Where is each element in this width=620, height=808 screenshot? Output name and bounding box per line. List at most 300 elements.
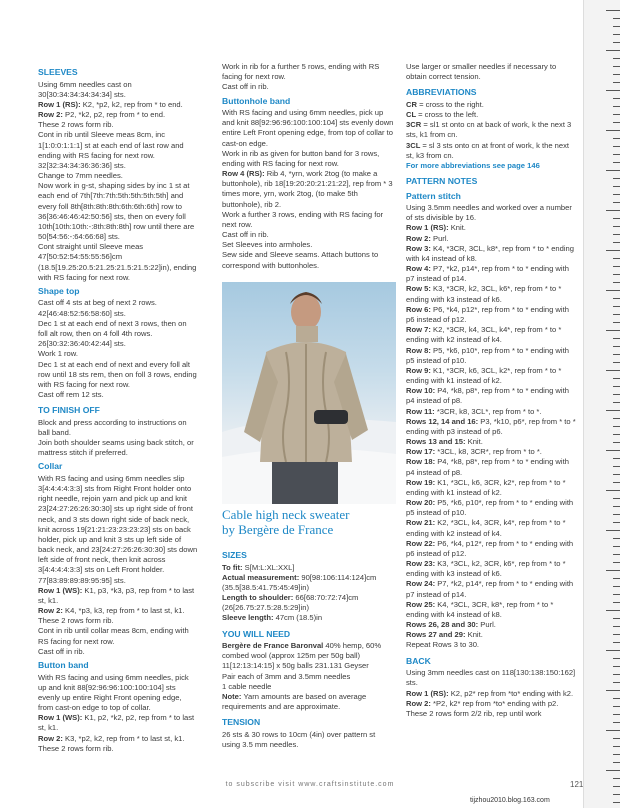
paragraph	[406, 620, 578, 630]
paragraph	[38, 474, 198, 586]
row-label: Length to shoulder:	[222, 593, 296, 603]
paragraph-text: Set Sleeves into armholes.	[222, 240, 313, 250]
paragraph	[406, 668, 578, 688]
ruler-tick	[613, 466, 620, 467]
paragraph-text: P5, *k6, p10*, rep from * to * ending with p5 instead of p10.	[406, 345, 569, 365]
paragraph-text: P7, *k2, p14*, rep from * to * ending with p7 instead of p14.	[406, 264, 569, 284]
row-label: Bergère de France Baronval	[222, 641, 326, 651]
ruler-tick	[613, 258, 620, 259]
paragraph-text: These 2 rows form rib.	[38, 743, 114, 753]
paragraph	[38, 110, 198, 120]
ruler-tick	[613, 746, 620, 747]
paragraph	[406, 223, 578, 233]
ruler-tick	[613, 594, 620, 595]
ruler-tick	[613, 602, 620, 603]
ruler-tick	[606, 690, 620, 691]
paragraph-text: Cont straight until Sleeve meas 47[50:52:54:55:55:56]cm (18.5[19.25:20.5:21.25:21.5:21.5:22]in), ending with RS facing for next row.	[38, 242, 197, 282]
paragraph	[38, 418, 198, 438]
ruler-tick	[613, 378, 620, 379]
paragraph	[406, 120, 578, 140]
paragraph	[38, 713, 198, 733]
ruler-tick	[613, 586, 620, 587]
ruler-tick	[613, 538, 620, 539]
page-number: 121	[570, 780, 584, 789]
photo-caption	[222, 508, 396, 538]
paragraph	[406, 234, 578, 244]
row-label: Row 4:	[406, 264, 434, 274]
paragraph-text: These 2 rows form 2/2 rib, rep until work	[406, 708, 542, 718]
row-label: Row 18:	[406, 457, 438, 467]
paragraph-text: *P2, k2* rep from *to* ending with p2.	[433, 698, 559, 708]
paragraph-text: K4, *3CL, 3CR, k8*, rep from * to * ending with k4 instead of k8.	[406, 599, 554, 619]
row-label: Row 1 (RS):	[406, 688, 451, 698]
paragraph-text: 1 cable needle	[222, 681, 272, 691]
paragraph-text: These 2 rows form rib.	[38, 120, 114, 130]
paragraph-text: K1, *3CR, k6, 3CL, k2*, rep from * to * ending with k1 instead of k2.	[406, 365, 562, 386]
paragraph	[38, 100, 198, 110]
paragraph	[406, 264, 578, 284]
paragraph	[406, 305, 578, 325]
row-label: Row 1 (RS):	[406, 223, 451, 233]
ruler-tick	[613, 514, 620, 515]
paragraph-text: Cast off 4 sts at beg of next 2 rows. 42[46:48:52:56:58:60] sts.	[38, 298, 157, 318]
paragraph	[222, 730, 394, 750]
paragraph	[222, 210, 394, 230]
paragraph-text: Using 3.5mm needles and worked over a number of sts divisible by 16.	[406, 203, 572, 223]
ruler-tick	[606, 370, 620, 371]
section-heading: SIZES	[222, 550, 247, 560]
paragraph	[222, 593, 394, 613]
row-label: Row 1 (WS):	[38, 713, 85, 723]
paragraph-text: K2, *p2, k2, rep from * to end.	[82, 99, 183, 109]
paragraph-text: Using 3mm needles cast on 118[130:138:150:162] sts.	[406, 668, 576, 688]
paragraph	[406, 437, 578, 447]
ruler-tick	[613, 74, 620, 75]
ruler-tick	[613, 666, 620, 667]
ruler-tick	[613, 738, 620, 739]
paragraph-text: Cont in rib until Sleeve meas 8cm, inc 1[1:0:0:1:1:1] st at each end of last row and ending with RS facing for next row. 32[32:34:34:36:36:36] sts.	[38, 130, 184, 170]
paragraph-text: With RS facing and using 6mm needles slip 3[4:4:4:4:3:3] sts from Right Front holder onto right needle, rejoin yarn and pick up and knit 23[24:27:26:26:30:30] sts up right side of front neck, and 3 sts down right side of back neck, knit across 19[21:21:23:23:23:23] sts on back holder, pick up and knit 3 sts up left side of back neck, and 23[24:27:26:26:30:30] sts down left side of front neck, then knit across 3[4:4:4:4:3:3] sts on Left Front holder. 77[83:89:89:89:95:95] sts.	[38, 473, 198, 585]
ruler-tick	[606, 730, 620, 731]
ruler-tick	[613, 658, 620, 659]
measuring-ruler	[583, 0, 620, 808]
ruler-tick	[613, 458, 620, 459]
paragraph-text: With RS facing and using 6mm needles, pick up and knit 88[92:96:96:100:100:104] sts evenly up entire Right Front opening edge, from cast-on edge to top of collar.	[38, 672, 189, 713]
paragraph	[38, 647, 198, 657]
paragraph	[222, 240, 394, 250]
ruler-tick	[613, 138, 620, 139]
paragraph	[406, 417, 578, 437]
ruler-tick	[613, 546, 620, 547]
ruler-tick	[613, 154, 620, 155]
paragraph-text: K3, *3CR, k2, 3CL, k6*, rep from * to * ending with k3 instead of k6.	[406, 284, 562, 304]
row-label: 3CR	[406, 120, 424, 130]
paragraph	[406, 447, 578, 457]
ruler-tick	[613, 242, 620, 243]
paragraph	[406, 600, 578, 620]
row-label: Row 24:	[406, 579, 438, 589]
ruler-tick	[613, 482, 620, 483]
ruler-tick	[613, 298, 620, 299]
column-1	[38, 62, 198, 754]
ruler-tick	[613, 562, 620, 563]
row-label: Row 4 (RS):	[222, 169, 267, 179]
paragraph-text: 90[98:106:114:124]cm (35.5[38.5:41.75:45:49]in)	[222, 572, 377, 592]
ruler-tick	[613, 722, 620, 723]
ruler-tick	[613, 338, 620, 339]
paragraph	[406, 709, 578, 719]
ruler-tick	[613, 762, 620, 763]
paragraph-text: K4, *p3, k3, rep from * to last st, k1.	[65, 606, 185, 616]
section-heading: Button band	[38, 660, 89, 670]
row-label: Sleeve length:	[222, 613, 276, 623]
ruler-tick	[613, 42, 620, 43]
ruler-tick	[613, 706, 620, 707]
paragraph	[406, 559, 578, 579]
paragraph	[38, 626, 198, 646]
paragraph	[38, 242, 198, 283]
paragraph-text: Work in rib as given for button band for 3 rows, ending with RS facing for next row.	[222, 148, 380, 168]
paragraph-text: Repeat Rows 3 to 30.	[406, 640, 480, 650]
ruler-tick	[606, 570, 620, 571]
row-label: Row 2:	[38, 110, 66, 120]
paragraph-text: Cont in rib until collar meas 8cm, ending with RS facing for next row.	[38, 626, 189, 646]
row-label: Row 2:	[38, 733, 66, 743]
paragraph-text: S[M:L:XL:XXL]	[244, 562, 295, 572]
section-heading: Collar	[38, 461, 63, 472]
ruler-tick	[606, 450, 620, 451]
paragraph	[222, 82, 394, 92]
section-heading: BACK	[406, 655, 431, 666]
paragraph-text: Join both shoulder seams using back stitch, or mattress stitch if preferred.	[38, 438, 194, 458]
paragraph-text: 47cm (18.5)in	[275, 613, 323, 623]
row-label: Row 3:	[406, 243, 434, 253]
column-3	[406, 62, 578, 719]
row-label: Row 2:	[406, 233, 434, 243]
row-label: Rows 12, 14 and 16:	[406, 416, 481, 426]
ruler-tick	[613, 98, 620, 99]
paragraph-text: K1, p2, *k2, p2, rep from * to last st, k1.	[38, 713, 195, 733]
paragraph	[406, 630, 578, 640]
row-label: Actual measurement:	[222, 572, 302, 582]
paragraph-text: P3, *k10, p6*, rep from * to * ending with p3 instead of p6.	[406, 416, 576, 436]
ruler-tick	[613, 274, 620, 275]
ruler-tick	[613, 618, 620, 619]
ruler-tick	[613, 346, 620, 347]
ruler-tick	[613, 194, 620, 195]
ruler-tick	[613, 802, 620, 803]
paragraph-text: P2, *k2, p2, rep from * to end.	[65, 110, 166, 120]
row-label: Row 22:	[406, 538, 438, 548]
watermark-credit: tijzhou2010.blog.163.com	[470, 797, 550, 804]
paragraph	[406, 579, 578, 599]
row-label: Row 1 (WS):	[38, 585, 85, 595]
ruler-tick	[613, 418, 620, 419]
paragraph-text: Yarn amounts are based on average requirements and are approximate.	[222, 691, 367, 712]
paragraph	[222, 641, 394, 672]
section-heading: Buttonhole band	[222, 95, 291, 106]
ruler-tick	[606, 170, 620, 171]
ruler-tick	[606, 410, 620, 411]
ruler-tick	[613, 442, 620, 443]
paragraph-text: 40% hemp, 60% combed wool (approx 125m per 50g ball) 11[12:13:14:15] x 50g balls 231.131 Geyser	[222, 641, 382, 671]
paragraph	[38, 744, 198, 754]
section-heading: SLEEVES	[38, 67, 78, 77]
paragraph-text: 66[68:70:72:74]cm (26[26.75:27.5:28.5:29]in)	[222, 593, 359, 613]
paragraph	[406, 110, 578, 120]
paragraph-text: Knit.	[467, 630, 483, 640]
paragraph-text: = cross to the right.	[419, 99, 484, 109]
row-label: Row 7:	[406, 325, 434, 335]
paragraph	[406, 498, 578, 518]
ruler-tick	[606, 650, 620, 651]
section-heading: ABBREVIATIONS	[406, 87, 477, 98]
paragraph	[222, 250, 394, 270]
row-label: CR	[406, 99, 420, 109]
row-label: To fit:	[222, 562, 245, 572]
paragraph	[222, 62, 394, 82]
section-heading: YOU WILL NEED	[222, 628, 291, 639]
paragraph	[38, 438, 198, 458]
paragraph-text: *3CL, k8, 3CR*, rep from * to *.	[437, 447, 542, 457]
ruler-tick	[606, 210, 620, 211]
row-label: Row 17:	[406, 447, 438, 457]
ruler-tick	[613, 498, 620, 499]
footer-subscribe: to subscribe visit www.craftsinstitute.com	[225, 781, 395, 788]
paragraph	[406, 100, 578, 110]
paragraph-text: Purl.	[433, 233, 449, 243]
paragraph-text: K2, *3CL, k4, 3CR, k4*, rep from * to * ending with k2 instead of k4.	[406, 518, 566, 538]
paragraph	[406, 141, 578, 161]
ruler-tick	[613, 362, 620, 363]
paragraph	[38, 80, 198, 100]
row-label: Row 21:	[406, 518, 438, 528]
ruler-tick	[613, 474, 620, 475]
ruler-tick	[613, 626, 620, 627]
paragraph	[38, 120, 198, 130]
ruler-tick	[606, 50, 620, 51]
paragraph-text: Work a further 3 rows, ending with RS facing for next row.	[222, 209, 384, 229]
paragraph-text: = cross to the left.	[418, 110, 479, 120]
ruler-tick	[613, 114, 620, 115]
ruler-tick	[613, 402, 620, 403]
ruler-tick	[613, 26, 620, 27]
caption-designer: by Bergère de France	[222, 521, 334, 537]
paragraph	[222, 230, 394, 240]
ruler-tick	[613, 794, 620, 795]
model-photo	[222, 282, 396, 504]
section-heading: TO FINISH OFF	[38, 405, 100, 416]
ruler-tick	[606, 290, 620, 291]
row-label: Row 8:	[406, 345, 434, 355]
paragraph	[406, 244, 578, 264]
ruler-tick	[613, 354, 620, 355]
paragraph-text: P6, *k4, p12*, rep from * to * ending with p6 instead of p12.	[406, 304, 569, 324]
paragraph	[222, 169, 394, 210]
paragraph-text: These 2 rows form rib.	[38, 616, 114, 626]
ruler-tick	[613, 506, 620, 507]
paragraph-text: 26 sts & 30 rows to 10cm (4in) over pattern st using 3.5 mm needles.	[222, 729, 376, 749]
row-label: Row 20:	[406, 498, 438, 508]
paragraph	[38, 319, 198, 350]
ruler-tick	[613, 146, 620, 147]
paragraph	[406, 478, 578, 498]
paragraph	[222, 563, 394, 573]
paragraph	[406, 457, 578, 477]
ruler-tick	[613, 178, 620, 179]
paragraph-text: Work in rib for a further 5 rows, ending with RS facing for next row.	[222, 62, 380, 82]
ruler-tick	[613, 218, 620, 219]
paragraph-text: Cast off in rib.	[222, 230, 269, 240]
paragraph-text: P5, *k6, p10*, rep from * to * ending with p5 instead of p10.	[406, 498, 574, 518]
ruler-tick	[613, 714, 620, 715]
paragraph-text: P4, *k8, p8*, rep from * to * ending with p4 instead of p8.	[406, 386, 569, 406]
ruler-tick	[613, 434, 620, 435]
ruler-tick	[606, 770, 620, 771]
paragraph-text: Dec 1 st at each end of next 3 rows, then on foll alt row, then on 4 foll 4th rows. 26[30:32:36:40:42:44] sts.	[38, 318, 187, 349]
row-label: Row 2:	[38, 606, 66, 616]
ruler-tick	[613, 18, 620, 19]
row-label: Rows 26, 28 and 30:	[406, 620, 481, 630]
row-label: Rows 27 and 29:	[406, 630, 468, 640]
ruler-tick	[613, 202, 620, 203]
paragraph-text: Sew side and Sleeve seams. Attach buttons to correspond with buttonholes.	[222, 250, 379, 270]
ruler-tick	[606, 90, 620, 91]
ruler-tick	[613, 122, 620, 123]
paragraph	[38, 349, 198, 359]
paragraph-text: Rib 4, *yrn, work 2tog (to make a buttonhole), rib 18[19:20:20:21:21:22], rep from * 3 times more, yrn, work 2tog, (to make 5th buttonhole), rib 2.	[222, 169, 393, 209]
caption-title: Cable high neck sweater	[222, 507, 350, 522]
paragraph	[38, 298, 198, 318]
model-illustration-icon	[222, 282, 396, 504]
row-label: Row 23:	[406, 559, 438, 569]
row-label: Row 9:	[406, 365, 434, 375]
cross-reference: For more abbreviations see page 146	[406, 160, 540, 170]
paragraph	[38, 586, 198, 606]
ruler-tick	[613, 306, 620, 307]
paragraph-text: Purl.	[480, 620, 496, 630]
ruler-tick	[613, 226, 620, 227]
paragraph	[406, 699, 578, 709]
paragraph-text: Work 1 row.	[38, 349, 78, 359]
ruler-tick	[613, 394, 620, 395]
ruler-tick	[613, 554, 620, 555]
paragraph-text: K3, *p2, k2, rep from * to last st, k1.	[65, 733, 185, 743]
paragraph	[38, 390, 198, 400]
paragraph	[222, 149, 394, 169]
paragraph-text: P4, *k8, p8*, rep from * to * ending with p4 instead of p8.	[406, 457, 569, 477]
paragraph	[406, 386, 578, 406]
paragraph	[222, 682, 394, 692]
column-2-lower	[222, 545, 394, 750]
paragraph	[406, 325, 578, 345]
paragraph	[38, 616, 198, 626]
row-label: Rows 13 and 15:	[406, 437, 468, 447]
ruler-tick	[606, 610, 620, 611]
ruler-tick	[613, 82, 620, 83]
paragraph	[406, 366, 578, 386]
ruler-tick	[613, 266, 620, 267]
ruler-tick	[613, 426, 620, 427]
ruler-tick	[606, 330, 620, 331]
row-label: Row 5:	[406, 284, 434, 294]
paragraph	[38, 606, 198, 616]
ruler-tick	[613, 162, 620, 163]
section-heading: TENSION	[222, 717, 261, 728]
paragraph-text: Knit.	[450, 223, 466, 233]
paragraph-text: K4, *3CR, 3CL, k8*, rep from * to * ending with k4 instead of k8.	[406, 243, 574, 263]
paragraph-text: Using 6mm needles cast on 30[30:34:34:34:34:34] sts.	[38, 79, 132, 99]
paragraph-text: P6, *k4, p12*, rep from * to * ending with p6 instead of p12.	[406, 538, 574, 558]
row-label: Row 1 (RS):	[38, 99, 83, 109]
paragraph	[406, 346, 578, 366]
paragraph-text: P7, *k2, p14*, rep from * to * ending with p7 instead of p14.	[406, 579, 574, 599]
paragraph-text: *3CR, k8, 3CL*, rep from * to *.	[436, 406, 542, 416]
paragraph-text: Use larger or smaller needles if necessary to obtain correct tension.	[406, 62, 557, 82]
paragraph-text: = sl1 st onto cn at back of work, k the next 3 sts, k1 from cn.	[406, 120, 572, 140]
paragraph	[222, 613, 394, 623]
paragraph-text: Cast off in rib.	[222, 82, 269, 92]
row-label: Row 2:	[406, 698, 434, 708]
paragraph	[38, 171, 198, 181]
ruler-tick	[613, 186, 620, 187]
ruler-tick	[613, 282, 620, 283]
ruler-tick	[613, 578, 620, 579]
ruler-tick	[606, 10, 620, 11]
paragraph	[222, 108, 394, 149]
paragraph	[222, 573, 394, 593]
ruler-tick	[606, 250, 620, 251]
ruler-tick	[613, 754, 620, 755]
row-label: 3CL	[406, 140, 423, 150]
paragraph	[38, 130, 198, 171]
ruler-tick	[613, 386, 620, 387]
ruler-tick	[613, 314, 620, 315]
row-label: Row 19:	[406, 477, 438, 487]
paragraph-text: Change to 7mm needles.	[38, 171, 123, 181]
paragraph	[38, 181, 198, 242]
ruler-tick	[613, 234, 620, 235]
paragraph-text: K2, p2* rep from *to* ending with k2.	[450, 688, 574, 698]
paragraph	[38, 673, 198, 714]
paragraph-text: K1, p3, *k3, p3, rep from * to last st, k1.	[38, 585, 195, 605]
ruler-tick	[606, 490, 620, 491]
paragraph	[406, 203, 578, 223]
ruler-tick	[613, 58, 620, 59]
section-heading: Shape top	[38, 285, 80, 296]
ruler-tick	[613, 642, 620, 643]
paragraph-text: Cast off in rib.	[38, 646, 85, 656]
paragraph	[406, 640, 578, 650]
paragraph	[406, 62, 578, 82]
paragraph-text: Now work in g-st, shaping sides by inc 1 st at each end of 7th[7th:7th:5th:5th:5th:5th] and every foll 8th[8th:8th:8th:6th:6th:6th] row to 36[36:46:46:42:50:56] sts, then on every foll 10th[10th:10th:-:8th:8th:8th] row until there are 50[54:56:-:64:66:68] sts.	[38, 181, 195, 242]
ruler-tick	[606, 130, 620, 131]
row-label: Row 10:	[406, 386, 438, 396]
ruler-tick	[613, 698, 620, 699]
paragraph-text: = sl 3 sts onto cn at front of work, k the next st, k3 from cn.	[406, 140, 570, 160]
column-2	[222, 62, 394, 271]
paragraph-text: Cast off rem 12 sts.	[38, 390, 104, 400]
ruler-tick	[613, 682, 620, 683]
paragraph	[406, 518, 578, 538]
paragraph	[406, 539, 578, 559]
paragraph	[406, 689, 578, 699]
ruler-tick	[613, 634, 620, 635]
paragraph-text: With RS facing and using 6mm needles, pick up and knit 88[92:96:96:100:100:104] sts evenly down entire Left Front opening edge, from top of collar to cast-on edge.	[222, 108, 394, 148]
row-label: Note:	[222, 691, 244, 701]
section-heading: Pattern stitch	[406, 190, 461, 201]
ruler-tick	[613, 522, 620, 523]
